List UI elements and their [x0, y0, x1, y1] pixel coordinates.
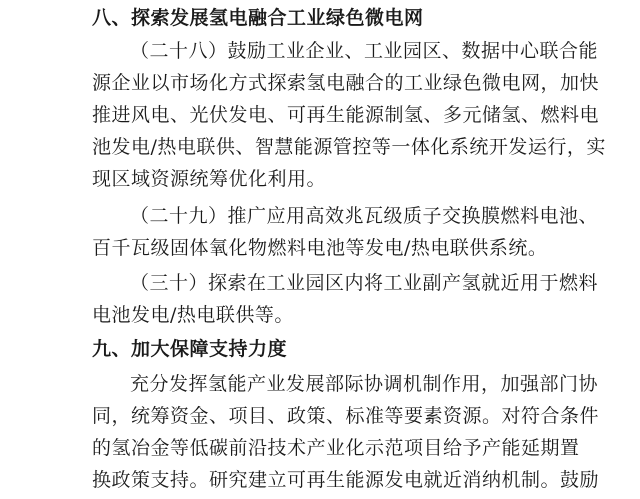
item-28-line-3: 推进风电、光伏发电、可再生能源制氢、多元储氢、燃料电: [92, 104, 600, 126]
section-9-line-1: 充分发挥氢能产业发展部际协调机制作用，加强部门协: [130, 373, 599, 395]
section-8-heading: 八、探索发展氢电融合工业绿色微电网: [92, 7, 424, 29]
item-28-line-1: （二十八）鼓励工业企业、工业园区、数据中心联合能: [130, 40, 599, 62]
item-30-line-1: （三十）探索在工业园区内将工业副产氢就近用于燃料: [130, 272, 599, 294]
item-30-line-2: 电池发电/热电联供等。: [92, 304, 294, 326]
section-9-line-3: 的氢冶金等低碳前沿技术产业化示范项目给予产能延期置: [92, 437, 580, 459]
section-9-line-4: 换政策支持。研究建立可再生能源发电就近消纳机制。鼓励: [92, 469, 600, 491]
item-29-line-2: 百千瓦级固体氧化物燃料电池等发电/热电联供系统。: [92, 237, 548, 259]
item-28-line-5: 现区域资源统筹优化利用。: [92, 168, 327, 190]
item-29-line-1: （二十九）推广应用高效兆瓦级质子交换膜燃料电池、: [130, 205, 599, 227]
item-28-line-2: 源企业以市场化方式探索氢电融合的工业绿色微电网，加快: [92, 72, 600, 94]
section-9-line-2: 同，统筹资金、项目、政策、标准等要素资源。对符合条件: [92, 405, 600, 427]
item-28-line-4: 池发电/热电联供、智慧能源管控等一体化系统开发运行，实: [92, 136, 606, 158]
section-9-heading: 九、加大保障支持力度: [92, 338, 288, 360]
